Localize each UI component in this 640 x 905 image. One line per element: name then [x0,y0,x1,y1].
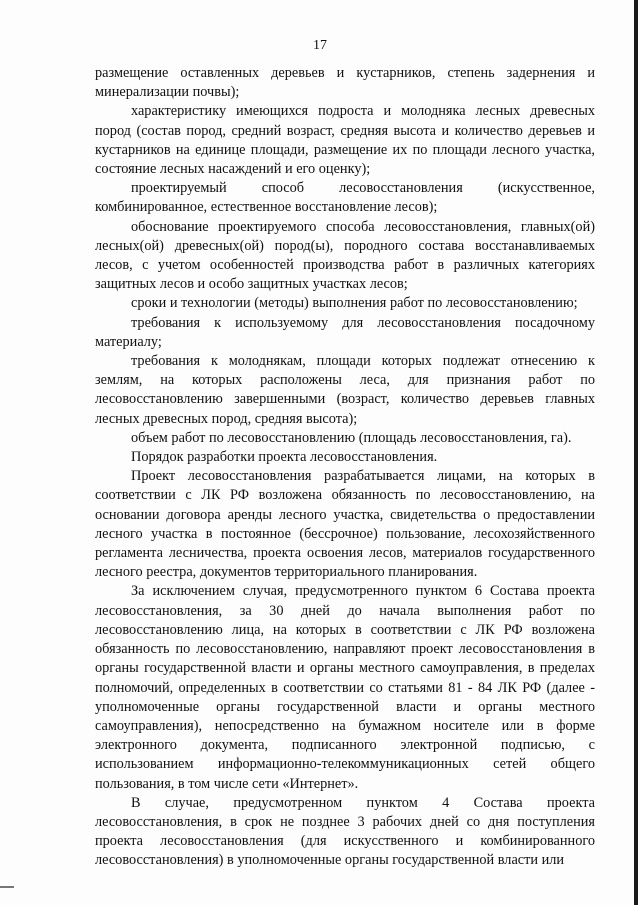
paragraph-method: проектируемый способ лесовосстановления (искусственное, комбинированное, естественное восстановление лесов); [95,180,595,216]
scan-corner-mark [0,886,14,888]
paragraph-timing: сроки и технологии (методы) выполнения работ по лесовосстановлению; [131,295,578,312]
scan-edge-shadow [634,0,638,905]
paragraph-submission: За исключением случая, предусмотренного пунктом 6 Состава проекта лесовосстановления, за 30 дней до начала выполнения работ по лесовосстановлению лица, на которых в соответствии с ЛК РФ возложена обязанность по лесовосстановлению, направляют проект лесовосстановления в органы государственной власти и органы местного самоуправления, в пределах полномочий, определенных в соответствии со статьями 81 - 84 ЛК РФ (далее - уполномоченные органы государственной власти и органы местного самоуправления), непосредственно на бумажном носителе или в форме электронного документа, подписанного электронной подписью, с использованием информационно-телекоммуникационных сетей общего пользования, в том числе сети «Интернет». [95,583,595,792]
paragraph-undergrowth: характеристику имеющихся подроста и молодняка лесных древесных пород (состав пород, средний возраст, средняя высота и количество деревьев и кустарников на единице площади, размещение их по площади лесного участка, состояние лесных насаждений и его оценку); [95,103,595,178]
paragraph-procedure-heading: Порядок разработки проекта лесовосстановления. [131,449,438,466]
page-number: 17 [313,38,327,53]
paragraph-case-point-4: В случае, предусмотренном пунктом 4 Состава проекта лесовосстановления, в срок не позднее 3 рабочих дней со дня поступления проекта лесовосстановления (для искусственного и комбинированного лесовосстановления) в уполномоченные органы государственной власти или [95,794,595,869]
paragraph-soil-state: размещение оставленных деревьев и кустарников, степень задернения и минерализации почвы); [95,65,595,101]
body-text [95,64,595,871]
paragraph-planting-material: требования к используемому для лесовосстановления посадочному материалу; [95,314,595,350]
paragraph-volume: объем работ по лесовосстановлению (площадь лесовосстановления, га). [131,429,572,446]
paragraph-project-development: Проект лесовосстановления разрабатывается лицами, на которых в соответствии с ЛК РФ возложена обязанность по лесовосстановлению, на основании договора аренды лесного участка, свидетельства о предоставлении лесного участка в постоянное (бессрочное) пользование, лесохозяйственного регламента лесничества, проекта освоения лесов, материалов государственного лесного реестра, документов территориального планирования. [95,468,595,581]
paragraph-young-stands: требования к молоднякам, площади которых подлежат отнесению к землям, на которых расположены леса, для признания работ по лесовосстановлению завершенными (возраст, количество деревьев главных лесных древесных пород, средняя высота); [95,353,595,427]
paragraph-justification: обоснование проектируемого способа лесовосстановления, главных(ой) лесных(ой) древесных(ой) пород(ы), породного состава восстанавливаемых лесов, с учетом особенностей производства работ в различных категориях защитных лесов и особо защитных участках лесов; [95,218,595,293]
